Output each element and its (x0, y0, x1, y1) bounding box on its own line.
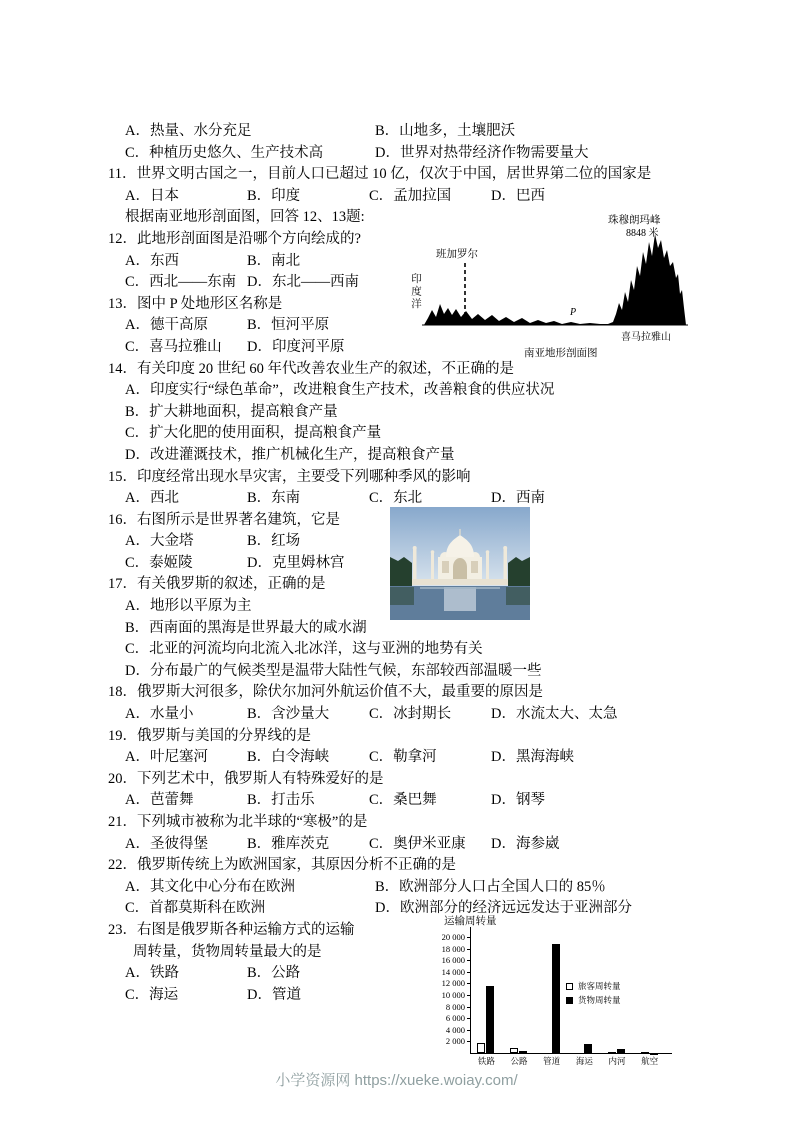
y-tick-mark (467, 960, 470, 961)
answer-option: A．德干高原 (125, 317, 208, 334)
option-row (108, 639, 728, 661)
question-q21 (108, 812, 728, 855)
y-tick-label: 10 000 (441, 990, 465, 1000)
answer-option: B．印度 (247, 187, 301, 204)
question-options (108, 380, 728, 466)
answer-option: B．南北 (247, 252, 301, 269)
question-number: 12． (108, 230, 137, 247)
question-text: 根据南亚地形剖面图，回答 12、13题: (125, 209, 365, 226)
point-p-label: P (570, 307, 577, 318)
answer-option: D．管道 (247, 986, 301, 1003)
answer-option: C．奥伊米亚康 (369, 835, 466, 852)
answer-option: C．桑巴舞 (369, 792, 437, 809)
question-q14 (108, 359, 728, 467)
figure-caption: 南亚地形剖面图 (524, 348, 598, 359)
stem-line (108, 769, 728, 791)
answer-option: B．东南 (247, 490, 301, 507)
x-category-label: 航空 (641, 1056, 659, 1066)
y-tick-mark (467, 1018, 470, 1019)
answer-option: A．地形以平原为主 (125, 598, 252, 615)
answer-option: B．红场 (247, 533, 301, 550)
answer-option: B．扩大耕地面积，提高粮食产量 (125, 403, 338, 420)
answer-option: D．钢琴 (491, 792, 545, 809)
option-row (108, 143, 728, 165)
question-number: 14． (108, 360, 137, 377)
answer-option: C．扩大化肥的使用面积，提高粮食产量 (125, 425, 382, 442)
answer-option: D．东北——西南 (247, 274, 359, 291)
y-tick-label: 16 000 (441, 955, 465, 966)
answer-option: B．含沙量大 (247, 706, 330, 723)
y-axis (470, 927, 471, 1053)
question-number: 18． (108, 684, 137, 701)
question-q15 (108, 467, 728, 510)
answer-option: B．恒河平原 (247, 317, 330, 334)
question-text: 周转量，货物周转量最大的是 (133, 943, 322, 960)
question-number: 20． (108, 770, 137, 787)
answer-option: A．水量小 (125, 706, 194, 723)
question-number: 15． (108, 468, 137, 485)
answer-option: D．改进灌溉技术，推广机械化生产，提高粮食产量 (125, 446, 455, 463)
x-category-label: 公路 (510, 1056, 528, 1066)
question-text: 图中 P 处地形区名称是 (137, 295, 283, 312)
chart-title: 运输周转量 (444, 916, 497, 927)
answer-option: A．大金塔 (125, 533, 194, 550)
answer-option: C．海运 (125, 986, 179, 1003)
stem-line (108, 164, 728, 186)
question-text: 有关印度 20 世纪 60 年代改善农业生产的叙述，不正确的是 (137, 360, 514, 377)
question-text: 此地形剖面图是沿哪个方向绘成的? (137, 230, 361, 247)
option-row (108, 790, 728, 812)
question-number: 11． (108, 166, 137, 183)
stem-line (108, 855, 728, 877)
option-row (108, 618, 728, 640)
answer-option: A．印度实行“绿色革命”，改进粮食生产技术，改善粮食的供应状况 (125, 382, 555, 399)
answer-option: D．黑海海峡 (491, 749, 574, 766)
question-text: 下列艺术中，俄罗斯人有特殊爱好的是 (137, 770, 384, 787)
question-options (108, 790, 728, 812)
x-category-label: 管道 (543, 1056, 561, 1066)
question-text: 俄罗斯传统上为欧洲国家，其原因分析不正确的是 (137, 857, 456, 874)
question-text: 俄罗斯与美国的分界线的是 (137, 727, 311, 744)
question-options (108, 704, 728, 726)
answer-option: B．公路 (247, 965, 301, 982)
option-row (108, 704, 728, 726)
answer-option: D．印度河平原 (247, 338, 345, 355)
option-row (108, 402, 728, 424)
x-category-label: 海运 (575, 1056, 593, 1066)
everest-height-label: 8848 米 (626, 228, 659, 239)
answer-option: A．西北 (125, 490, 179, 507)
bar-passenger-铁路 (477, 1043, 485, 1053)
option-row (108, 186, 728, 208)
bar-passenger-公路 (510, 1048, 518, 1053)
y-tick-mark (467, 1041, 470, 1042)
legend-label: 旅客周转量 (578, 981, 621, 991)
y-tick-label: 6 000 (445, 1013, 465, 1024)
option-row (108, 423, 728, 445)
taj-mahal-illustration (390, 507, 530, 620)
option-row (108, 834, 728, 856)
question-stem (108, 769, 728, 791)
legend-label: 货物周转量 (578, 995, 621, 1005)
question-stem (108, 164, 728, 186)
answer-option: C．孟加拉国 (369, 187, 452, 204)
y-tick-mark (467, 937, 470, 938)
answer-option: C．首都莫斯科在欧洲 (125, 900, 266, 917)
indian-ocean-label: 印度洋 (410, 273, 421, 311)
y-tick-mark (467, 995, 470, 996)
question-options (108, 747, 728, 769)
footer-watermark-link[interactable]: 小学资源网 https://xueke.woiay.com/ (275, 1072, 518, 1089)
option-row (108, 661, 728, 683)
question-number: 13． (108, 295, 137, 312)
answer-option: C．东北 (369, 490, 423, 507)
question-q10-tail-options (108, 121, 728, 164)
bangalore-label: 班加罗尔 (436, 249, 478, 260)
question-number: 17． (108, 576, 137, 593)
y-tick-label: 20 000 (441, 932, 465, 942)
answer-option: A．芭蕾舞 (125, 792, 194, 809)
y-tick-mark (467, 949, 470, 950)
bar-freight-管道 (552, 944, 560, 1053)
question-number: 23． (108, 921, 137, 938)
y-tick-label: 18 000 (441, 943, 465, 954)
bar-passenger-航空 (641, 1052, 649, 1054)
question-stem (108, 855, 728, 877)
taj-mahal-photo (390, 507, 530, 620)
x-category-label: 铁路 (477, 1056, 495, 1066)
bar-freight-铁路 (486, 986, 494, 1053)
stem-line (108, 682, 728, 704)
x-category-label: 内河 (608, 1056, 626, 1066)
answer-option: D．水流太大、太急 (491, 706, 618, 723)
answer-option: B．白令海峡 (247, 749, 330, 766)
option-row (108, 445, 728, 467)
y-tick-mark (467, 1007, 470, 1008)
y-tick-label: 8 000 (445, 1001, 465, 1012)
answer-option: B．打击乐 (247, 792, 315, 809)
question-stem (108, 726, 728, 748)
answer-option: D．分布最广的气候类型是温带大陆性气候，东部较西部温暖一些 (125, 662, 542, 679)
answer-option: B．欧洲部分人口占全国人口的 85％ (375, 878, 606, 895)
answer-option: D．世界对热带经济作物需要量大 (375, 144, 589, 161)
question-q19 (108, 726, 728, 769)
question-q22 (108, 855, 728, 920)
answer-option: C．喜马拉雅山 (125, 338, 222, 355)
question-text: 有关俄罗斯的叙述，正确的是 (137, 576, 326, 593)
stem-line (108, 467, 728, 489)
answer-option: D．海参崴 (491, 835, 560, 852)
answer-option: D．克里姆林宫 (247, 554, 345, 571)
answer-option: A．圣彼得堡 (125, 835, 208, 852)
answer-option: A．叶尼塞河 (125, 749, 208, 766)
question-q18 (108, 682, 728, 725)
question-options (108, 121, 728, 164)
y-tick-mark (467, 1030, 470, 1031)
question-text: 世界文明古国之一，目前人口已超过 10 亿，仅次于中国，居世界第二位的国家是 (136, 166, 652, 183)
option-row (108, 380, 728, 402)
y-tick-label: 12 000 (441, 978, 465, 989)
y-tick-mark (467, 983, 470, 984)
bar-freight-海运 (584, 1044, 592, 1053)
answer-option: B．西南面的黑海是世界最大的咸水湖 (125, 619, 367, 636)
y-tick-label: 14 000 (441, 966, 465, 977)
answer-option: A．其文化中心分布在欧洲 (125, 878, 295, 895)
answer-option: D．巴西 (491, 187, 545, 204)
answer-option: A．热量、水分充足 (125, 123, 252, 139)
question-number: 19． (108, 727, 137, 744)
stem-line (108, 726, 728, 748)
answer-option: C．冰封期长 (369, 706, 452, 723)
answer-option: A．铁路 (125, 965, 179, 982)
question-stem (108, 467, 728, 489)
legend-swatch-freight (566, 997, 573, 1004)
answer-option: A．日本 (125, 187, 179, 204)
answer-option: C．勒拿河 (369, 749, 437, 766)
question-text: 下列城市被称为北半球的“寒极”的是 (137, 814, 368, 830)
y-tick-mark (467, 972, 470, 973)
option-row (108, 747, 728, 769)
question-options (108, 186, 728, 208)
question-text: 俄罗斯大河很多，除伏尔加河外航运价值不大，最重要的原因是 (137, 684, 543, 701)
question-text: 印度经常出现水旱灾害，主要受下列哪种季风的影响 (137, 468, 471, 485)
answer-option: A．东西 (125, 252, 179, 269)
question-number: 22． (108, 857, 137, 874)
y-tick-label: 4 000 (445, 1024, 465, 1035)
answer-option: B．山地多，土壤肥沃 (375, 123, 516, 139)
question-text: 右图是俄罗斯各种运输方式的运输 (137, 921, 355, 938)
footer (0, 1069, 793, 1090)
question-q11 (108, 164, 728, 207)
bar-freight-公路 (519, 1051, 527, 1053)
question-stem (108, 812, 728, 834)
question-number: 21． (108, 814, 137, 830)
answer-option: C．北亚的河流均向北流入北冰洋，这与亚洲的地势有关 (125, 641, 483, 658)
himalaya-label: 喜马拉雅山 (621, 332, 671, 343)
option-row (108, 121, 728, 143)
answer-option: D．欧洲部分的经济远远发达于亚洲部分 (375, 900, 632, 917)
south-asia-terrain-profile-figure (408, 213, 693, 365)
answer-option: C．西北——东南 (125, 274, 237, 291)
question-stem (108, 682, 728, 704)
y-tick-label: 2 000 (445, 1036, 465, 1047)
question-number: 16． (108, 511, 137, 528)
everest-label: 珠穆朗玛峰 (608, 215, 661, 226)
question-options (108, 834, 728, 856)
question-text: 右图所示是世界著名建筑，它是 (137, 511, 340, 528)
answer-option: D．西南 (491, 490, 545, 507)
answer-option: C．种植历史悠久、生产技术高 (125, 144, 324, 161)
bar-freight-内河 (617, 1049, 625, 1053)
bar-freight-航空 (650, 1053, 658, 1055)
option-row (108, 877, 728, 899)
question-q20 (108, 769, 728, 812)
answer-option: B．雅库茨克 (247, 835, 330, 852)
transport-turnover-chart (428, 913, 683, 1083)
stem-line (108, 812, 728, 834)
bar-passenger-内河 (608, 1052, 616, 1054)
answer-option: C．泰姬陵 (125, 554, 193, 571)
legend-swatch-passenger (566, 983, 573, 990)
